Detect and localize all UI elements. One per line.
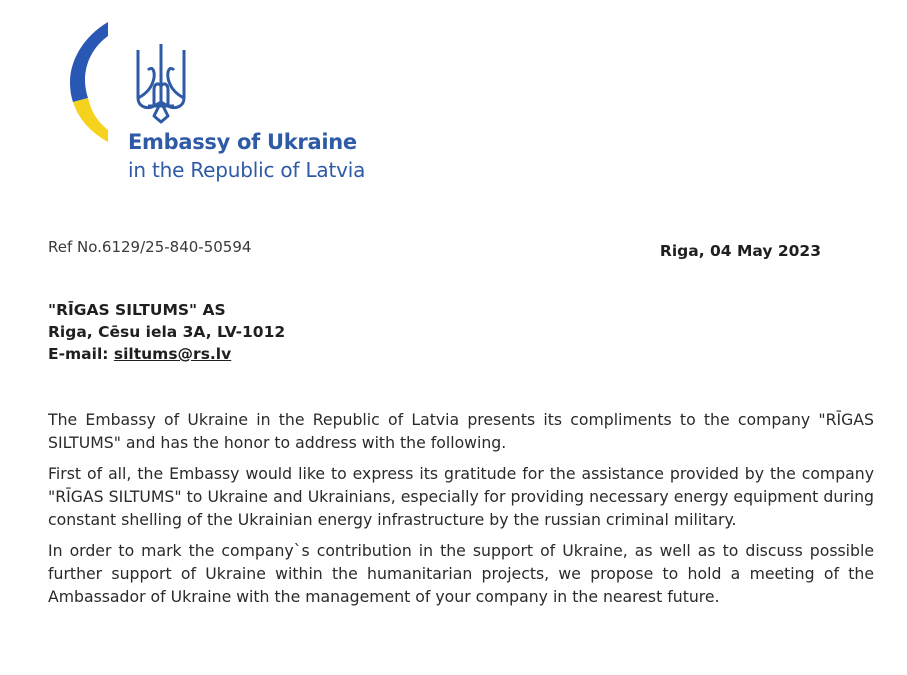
trident-icon <box>132 40 190 124</box>
body-paragraph: First of all, the Embassy would like to express its gratitude for the assistance provided by the company "RĪGAS SILTUMS" to Ukraine and Ukrainians, especially for providing necessary energy equipment during constant shelling of the Ukrainian energy infrastructure by the russian criminal military. <box>48 464 874 529</box>
reference-number: Ref No.6129/25-840-50594 <box>48 238 252 256</box>
email-link[interactable]: siltums@rs.lv <box>113 345 232 363</box>
letter-date: Riga, 04 May 2023 <box>659 242 821 260</box>
addressee-email-line <box>48 343 285 365</box>
addressee-company: "RĪGAS SILTUMS" AS <box>48 301 226 319</box>
embassy-name: Embassy of Ukraine <box>128 130 357 154</box>
email-label: E-mail: <box>48 345 109 363</box>
addressee-block <box>48 299 285 365</box>
embassy-location: in the Republic of Latvia <box>128 158 366 182</box>
body-paragraph: In order to mark the company`s contribution in the support of Ukraine, as well as to discuss possible further support of Ukraine within the humanitarian projects, we propose to hold a meeting of the Ambassador of Ukraine with the management of your company in the nearest future. <box>48 541 874 606</box>
addressee-address: Riga, Cēsu iela 3A, LV-1012 <box>48 323 286 341</box>
letter-body <box>48 408 874 616</box>
body-paragraph: The Embassy of Ukraine in the Republic of Latvia presents its compliments to the company "RĪGAS SILTUMS" and has the honor to address with the following. <box>48 410 874 452</box>
embassy-arc-logo <box>64 18 114 146</box>
